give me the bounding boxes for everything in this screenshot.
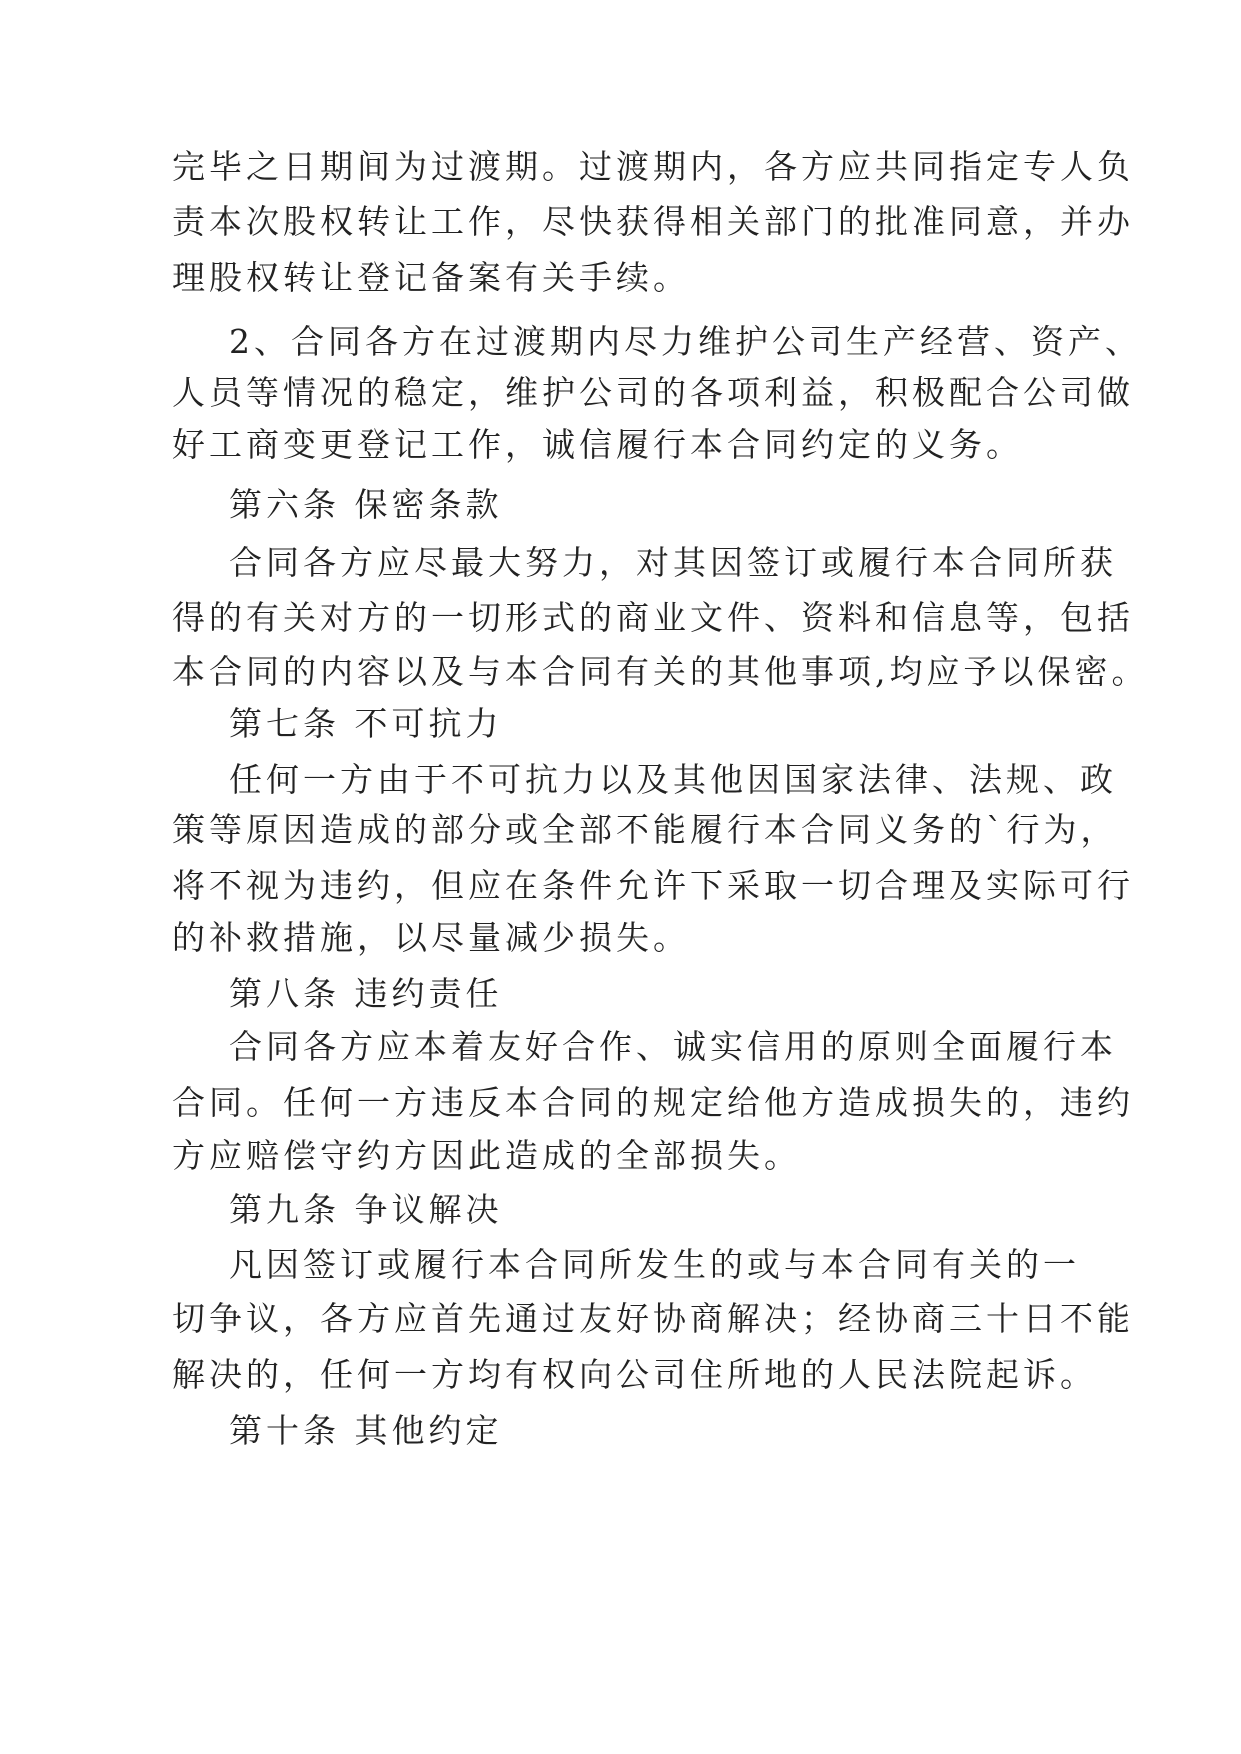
text-line: 切争议，各方应首先通过友好协商解决；经协商三十日不能 — [172, 1299, 1134, 1338]
text-line: 将不视为违约，但应在条件允许下采取一切合理及实际可行 — [172, 866, 1134, 905]
text-line: 的补救措施，以尽量减少损失。 — [172, 918, 690, 957]
text-line: 方应赔偿守约方因此造成的全部损失。 — [172, 1136, 801, 1175]
section-heading: 第十条 其他约定 — [229, 1411, 503, 1450]
section-heading: 第七条 不可抗力 — [229, 704, 503, 743]
section-heading: 第八条 违约责任 — [229, 974, 503, 1013]
text-line: 人员等情况的稳定，维护公司的各项利益，积极配合公司做 — [172, 373, 1134, 412]
text-line: 完毕之日期间为过渡期。过渡期内，各方应共同指定专人负 — [172, 147, 1134, 186]
text-line: 解决的，任何一方均有权向公司住所地的人民法院起诉。 — [172, 1355, 1097, 1394]
text-line: 本合同的内容以及与本合同有关的其他事项,均应予以保密。 — [172, 652, 1149, 691]
text-line: 凡因签订或履行本合同所发生的或与本合同有关的一 — [229, 1245, 1080, 1284]
text-line: 策等原因造成的部分或全部不能履行本合同义务的`行为， — [172, 810, 1118, 849]
text-line: 任何一方由于不可抗力以及其他因国家法律、法规、政 — [229, 760, 1117, 799]
text-line: 好工商变更登记工作，诚信履行本合同约定的义务。 — [172, 425, 1023, 464]
text-line: 合同各方应本着友好合作、诚实信用的原则全面履行本 — [229, 1027, 1117, 1066]
text-line: 得的有关对方的一切形式的商业文件、资料和信息等，包括 — [172, 598, 1134, 637]
section-heading: 第六条 保密条款 — [229, 485, 503, 524]
text-line: 责本次股权转让工作，尽快获得相关部门的批准同意，并办 — [172, 202, 1134, 241]
text-line: 理股权转让登记备案有关手续。 — [172, 258, 690, 297]
text-line: 合同。任何一方违反本合同的规定给他方造成损失的，违约 — [172, 1083, 1134, 1122]
text-line: 合同各方应尽最大努力，对其因签订或履行本合同所获 — [229, 543, 1117, 582]
text-line: 2、合同各方在过渡期内尽力维护公司生产经营、资产、 — [229, 322, 1142, 361]
section-heading: 第九条 争议解决 — [229, 1190, 503, 1229]
